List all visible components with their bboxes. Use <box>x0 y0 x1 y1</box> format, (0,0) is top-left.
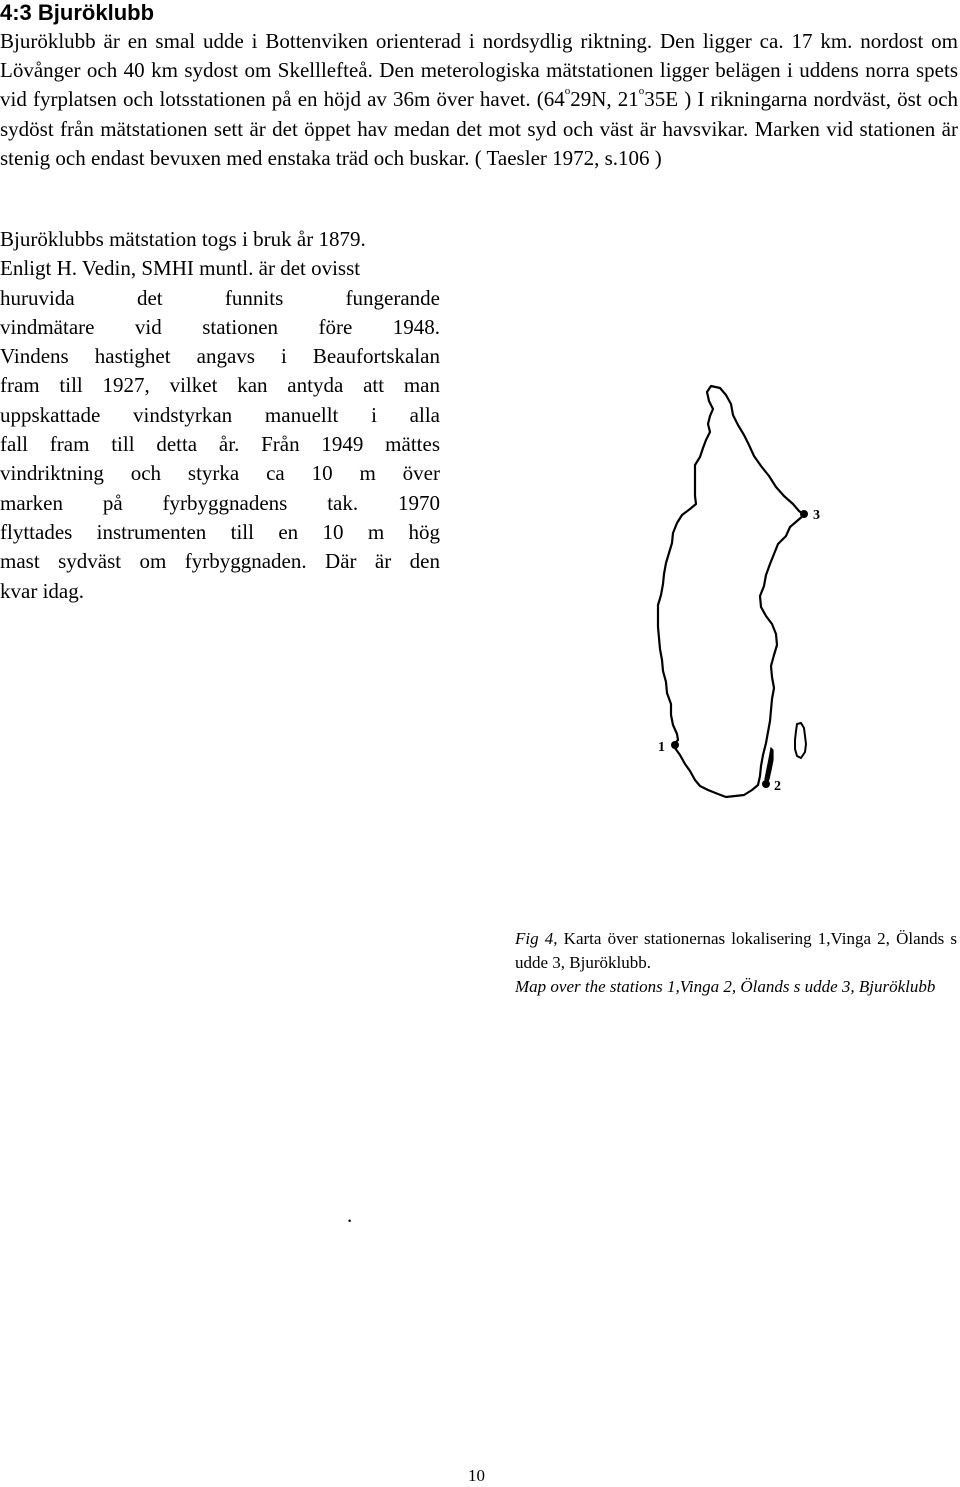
history-line: flyttades instrumenten till en 10 m hög <box>0 519 440 544</box>
history-line: vindmätare vid stationen före 1948. <box>0 314 440 339</box>
history-line: uppskattade vindstyrkan manuellt i alla <box>0 402 440 427</box>
caption-english <box>515 975 957 999</box>
sweden-map <box>640 378 840 818</box>
history-line: Vindens hastighet angavs i Beaufortskalan <box>0 344 440 369</box>
caption-swedish-text: , Karta över stationernas lokalisering 1,Vinga 2, Ölands s udde 3, Bjuröklubb. <box>515 929 957 972</box>
history-line: Enligt H. Vedin, SMHI muntl. är det ovisst <box>0 256 361 281</box>
station-marker-1 <box>671 741 679 749</box>
section-heading: 4:3 Bjuröklubb <box>0 0 155 25</box>
caption-swedish <box>515 927 957 975</box>
degree-mark: o <box>638 85 645 98</box>
figure-label: Fig 4 <box>515 929 554 948</box>
intro-paragraph <box>0 27 958 173</box>
history-line: kvar idag. <box>0 578 84 603</box>
history-line: vindriktning och styrka ca 10 m över <box>0 461 440 486</box>
history-line: marken på fyrbyggnadens tak. 1970 <box>0 490 440 515</box>
history-line: fall fram till detta år. Från 1949 mättes <box>0 432 440 457</box>
oland-island <box>765 748 773 785</box>
stray-mark: . <box>347 1203 353 1227</box>
station-label-2: 2 <box>774 779 781 794</box>
history-line: mast sydväst om fyrbyggnaden. Där är den <box>0 549 440 574</box>
station-label-3: 3 <box>813 508 820 523</box>
degree-mark: o <box>564 85 571 98</box>
intro-text-2: 29N, 21 <box>570 87 639 112</box>
history-line: fram till 1927, vilket kan antyda att man <box>0 373 440 398</box>
history-paragraph <box>0 225 440 606</box>
history-line: huruvida det funnits fungerande <box>0 285 440 310</box>
intro-text-1: Bjuröklubb är en smal udde i Bottenviken orienterad i nordsydlig riktning. Den ligger ca. 17 km. nordost om Lövånger och 40 km sydost om Skelllefteå. Den meterologiska mätstationen ligger belägen i uddens norra spets vid fyrplatsen och lotsstationen på en höjd av 36m över havet. (64 <box>0 29 958 112</box>
station-marker-2 <box>762 780 770 788</box>
gotland-outline <box>795 723 806 758</box>
page-number: 10 <box>468 1466 485 1485</box>
sweden-outline <box>658 386 804 797</box>
station-label-1: 1 <box>658 740 665 755</box>
station-marker-3 <box>800 510 808 518</box>
intro-text-3: 35E ) I rikningarna nordväst, öst och sydöst från mätstationen sett är det öppet hav medan det mot syd och väst är havsvikar. Marken vid stationen är stenig och endast bevuxen med enstaka träd och buskar. ( Taesler 1972, s.106 ) <box>0 87 959 170</box>
caption-english-text: Map over the stations 1,Vinga 2, Ölands s udde 3, Bjuröklubb <box>515 977 936 996</box>
figure-caption <box>515 927 957 999</box>
history-line: Bjuröklubbs mätstation togs i bruk år 1879. <box>0 227 366 251</box>
